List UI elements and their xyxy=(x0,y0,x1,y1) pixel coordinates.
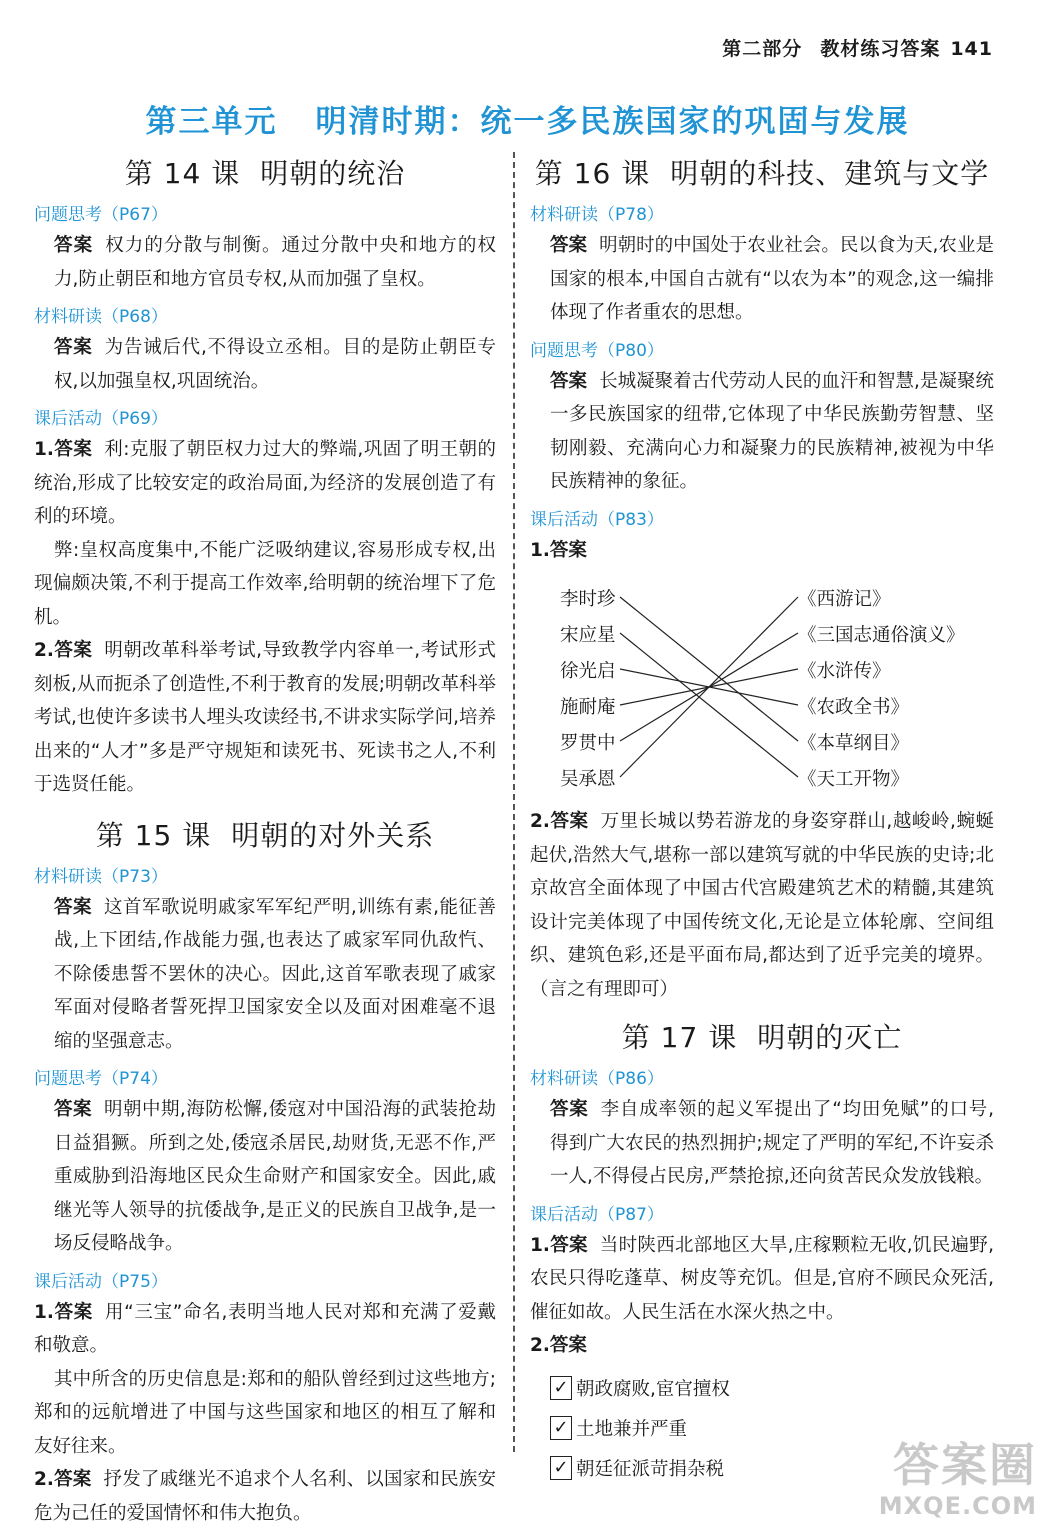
unit-number: 第三单元 xyxy=(145,104,278,140)
check-item xyxy=(550,1373,994,1403)
person-name: 徐光启 xyxy=(560,661,616,682)
answer-label: 答案 xyxy=(54,337,93,358)
book-title: 《本草纲目》 xyxy=(798,733,910,754)
lesson-number: 第 14 课 xyxy=(124,157,241,190)
answer-text: 长城凝聚着古代劳动人民的血汗和智慧,是凝聚统一多民族国家的纽带,它体现了中华民族勤劳智慧、坚韧刚毅、充满向心力和凝聚力的民族精神,被视为中华民族精神的象征。 xyxy=(550,370,994,492)
answer-label: 2.答案 xyxy=(34,640,93,661)
lesson-14-title xyxy=(34,152,496,192)
answer-paragraph xyxy=(34,534,496,635)
answer-text: 当时陕西北部地区大旱,庄稼颗粒无收,饥民遍野,农民只得吃蓬草、树皮等充饥。但是,官府不顾民众死活,催征如故。人民生活在水深火热之中。 xyxy=(530,1234,994,1323)
header-section: 教材练习答案 xyxy=(820,38,941,60)
person-name: 李时珍 xyxy=(560,589,616,610)
answer-paragraph xyxy=(530,365,994,499)
answer-paragraph xyxy=(34,1363,496,1464)
answer-paragraph xyxy=(34,1463,496,1530)
header-part: 第二部分 xyxy=(722,38,803,60)
right-column xyxy=(530,150,994,1483)
page-header xyxy=(722,34,993,61)
page-number: 141 xyxy=(950,38,993,60)
answer-label: 1.答案 xyxy=(530,539,587,561)
answer-paragraph xyxy=(530,1229,994,1330)
left-column xyxy=(34,150,496,1530)
section-heading: 课后活动（P75） xyxy=(34,1271,168,1292)
answer-text: 用“三宝”命名,表明当地人民对郑和充满了爱戴和敬意。 xyxy=(34,1301,496,1356)
lesson-name: 明朝的对外关系 xyxy=(231,818,435,852)
lesson-name: 明朝的统治 xyxy=(260,157,406,190)
answer-text: 利:克服了朝臣权力过大的弊端,巩固了明王朝的统治,形成了比较安定的政治局面,为经济的发展创造了有利的环境。 xyxy=(34,439,496,527)
match-line xyxy=(620,597,798,741)
answer-label: 答案 xyxy=(54,1099,92,1120)
person-name: 施耐庵 xyxy=(560,697,616,718)
answer-paragraph xyxy=(34,891,496,1059)
section-heading: 课后活动（P69） xyxy=(34,409,168,429)
answer-label: 1.答案 xyxy=(34,1301,93,1323)
lesson-name: 明朝的科技、建筑与文学 xyxy=(670,157,990,190)
answer-text: 李自成率领的起义军提出了“均田免赋”的口号,得到广大农民的热烈拥护;规定了严明的军纪,不许妄杀一人,不得侵占民房,严禁抢掠,还向贫苦民众发放钱粮。 xyxy=(550,1099,994,1187)
book-title: 《水浒传》 xyxy=(798,661,891,682)
answer-label: 2.答案 xyxy=(34,1469,92,1490)
watermark-text: 答案圈 xyxy=(893,1438,1037,1492)
section-heading: 问题思考（P67） xyxy=(34,205,168,225)
unit-theme: 明清时期：统一多民族国家的巩固与发展 xyxy=(315,104,910,140)
lesson-17-title xyxy=(530,1016,994,1056)
check-mark-icon: ✓ xyxy=(550,1416,572,1440)
answer-paragraph xyxy=(530,1329,994,1363)
watermark-url: MXQE.COM xyxy=(878,1492,1037,1520)
section-heading: 材料研读（P86） xyxy=(530,1069,664,1089)
answer-text: 权力的分散与制衡。通过分散中央和地方的权力,防止朝臣和地方官员专权,从而加强了皇权。 xyxy=(54,235,496,290)
book-title: 《西游记》 xyxy=(798,589,891,610)
watermark-logo xyxy=(867,1438,1037,1528)
answer-label: 2.答案 xyxy=(530,1335,587,1356)
match-line xyxy=(620,633,798,777)
answer-text: 抒发了戚继光不追求个人名利、以国家和民族安危为己任的爱国情怀和伟大抱负。 xyxy=(34,1469,496,1524)
answer-text: 这首军歌说明戚家军军纪严明,训练有素,能征善战,上下团结,作战能力强,也表达了戚家军同仇敌忾、不除倭患誓不罢休的决心。因此,这首军歌表现了戚家军面对侵略者誓死捍卫国家安全以及面对困难毫不退缩的坚强意志。 xyxy=(54,896,496,1052)
check-text: 土地兼并严重 xyxy=(576,1418,688,1440)
answer-paragraph xyxy=(530,805,994,1006)
answer-label: 答案 xyxy=(550,370,588,392)
check-text: 朝廷征派苛捐杂税 xyxy=(576,1458,725,1480)
answer-text: 其中所含的历史信息是:郑和的船队曾经到过这些地方;郑和的远航增进了中国与这些国家和地区的相互了解和友好往来。 xyxy=(34,1368,496,1457)
answer-paragraph xyxy=(34,1093,496,1261)
book-title: 《三国志通俗演义》 xyxy=(798,625,965,646)
answer-label: 1.答案 xyxy=(34,439,93,460)
section-heading: 课后活动（P83） xyxy=(530,509,664,530)
answer-paragraph xyxy=(34,331,496,398)
matching-diagram xyxy=(530,577,994,799)
section-heading: 问题思考（P80） xyxy=(530,340,664,361)
lesson-15-title xyxy=(34,814,496,854)
answer-text: 明朝改革科举考试,导致教学内容单一,考试形式刻板,从而扼杀了创造性,不利于教育的发展;明朝改革科举考试,也使许多读书人埋头攻读经书,不讲求实际学问,培养出来的“人才”多是严守规矩和读死书、死读书之人,不利于选贤任能。 xyxy=(34,640,497,795)
book-title: 《农政全书》 xyxy=(798,697,910,718)
answer-paragraph xyxy=(530,1093,994,1194)
answer-text: 为告诫后代,不得设立丞相。目的是防止朝臣专权,以加强皇权,巩固统治。 xyxy=(54,337,496,392)
unit-title xyxy=(0,96,1055,141)
lesson-16-title xyxy=(530,152,994,192)
person-name: 吴承恩 xyxy=(560,769,616,790)
answer-paragraph xyxy=(34,1296,496,1363)
lesson-number: 第 16 课 xyxy=(534,157,651,190)
check-mark-icon: ✓ xyxy=(550,1376,572,1400)
answer-label: 答案 xyxy=(550,235,588,256)
answer-paragraph xyxy=(530,534,994,568)
answer-label: 答案 xyxy=(54,235,94,256)
answer-label: 2.答案 xyxy=(530,811,589,832)
section-heading: 课后活动（P87） xyxy=(530,1204,664,1225)
column-divider xyxy=(513,152,515,1452)
answer-text: 万里长城以势若游龙的身姿穿群山,越峻岭,蜿蜒起伏,浩然大气,堪称一部以建筑写就的中华民族的史诗;北京故宫全面体现了中国古代宫殿建筑艺术的精髓,其建筑设计完美体现了中国传统文化,无论是立体轮廓、空间组织、建筑色彩,还是平面布局,都达到了近乎完美的境界。（言之有理即可） xyxy=(530,811,995,1000)
lesson-name: 明朝的灭亡 xyxy=(757,1021,903,1054)
answer-paragraph xyxy=(34,634,496,802)
check-text: 朝政腐败,宦官擅权 xyxy=(576,1378,730,1400)
section-heading: 材料研读（P68） xyxy=(34,307,168,327)
book-title: 《天工开物》 xyxy=(798,769,910,790)
section-heading: 问题思考（P74） xyxy=(34,1069,168,1089)
lesson-number: 第 15 课 xyxy=(95,818,212,852)
person-name: 宋应星 xyxy=(560,625,616,646)
section-heading: 材料研读（P78） xyxy=(530,205,664,225)
answer-paragraph xyxy=(34,229,496,296)
answer-text: 弊:皇权高度集中,不能广泛吸纳建议,容易形成专权,出现偏颇决策,不利于提高工作效率,给明朝的统治埋下了危机。 xyxy=(34,539,496,628)
match-line xyxy=(620,597,798,777)
lesson-number: 第 17 课 xyxy=(621,1021,738,1054)
answer-label: 1.答案 xyxy=(530,1234,588,1256)
answer-text: 明朝时的中国处于农业社会。民以食为天,农业是国家的根本,中国自古就有“以农为本”的观念,这一编排体现了作者重农的思想。 xyxy=(550,235,994,323)
answer-paragraph xyxy=(530,229,994,330)
person-name: 罗贯中 xyxy=(560,733,616,754)
section-heading: 材料研读（P73） xyxy=(34,866,168,887)
check-mark-icon: ✓ xyxy=(550,1456,572,1480)
answer-text: 明朝中期,海防松懈,倭寇对中国沿海的武装抢劫日益猖獗。所到之处,倭寇杀居民,劫财货,无恶不作,严重威胁到沿海地区民众生命财产和国家安全。因此,戚继光等人领导的抗倭战争,是正义的民族自卫战争,是一场反侵略战争。 xyxy=(54,1099,496,1254)
answer-label: 答案 xyxy=(54,896,92,918)
answer-paragraph xyxy=(34,433,496,534)
answer-label: 答案 xyxy=(550,1099,589,1120)
